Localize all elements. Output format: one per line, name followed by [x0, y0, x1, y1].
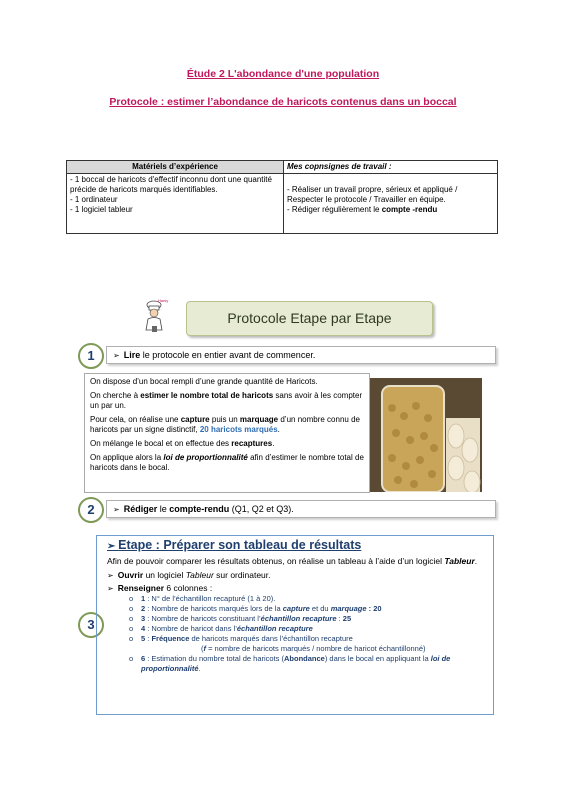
- instruction-item: - Rédiger régulièrement le compte -rendu: [287, 205, 438, 214]
- protocol-banner: Protocole Etape par Etape: [186, 301, 433, 336]
- step-1-number: 1: [78, 343, 104, 369]
- material-item: - 1 logiciel tableur: [70, 205, 133, 214]
- page-subtitle: Protocole : estimer l’abondance de haricots contenus dans un boccal: [109, 96, 457, 108]
- list-item: o 1 : N° de l’échantillon recapturé (1 à 20).: [129, 594, 276, 603]
- instruction-item: - Réaliser un travail propre, sérieux et appliqué / Respecter le protocole / Travailler en équipe.: [287, 185, 458, 204]
- step-3-number: 3: [78, 612, 104, 638]
- materials-header: Matériels d’expérience: [67, 161, 284, 174]
- arrow-icon: ➢: [113, 351, 120, 360]
- instructions-cell: [284, 174, 498, 234]
- column-list: [107, 594, 483, 674]
- chef-label: Haniy: [158, 298, 169, 303]
- arrow-icon: ➢: [113, 505, 120, 514]
- list-item: o 5 : Fréquence de haricots marqués dans l’échantillon recapture: [129, 634, 353, 643]
- step-3-intro: Afin de pouvoir comparer les résultats obtenus, on réalise un tableau à l’aide d’un logiciel Tableur.: [107, 556, 478, 566]
- chef-illustration: [140, 300, 170, 332]
- step-3-bullet-open: ➢ Ouvrir un logiciel Tableur sur ordinateur.: [107, 570, 271, 580]
- step-1-box: ➢ Lire le protocole en entier avant de commencer.: [106, 346, 496, 364]
- material-item: - 1 ordinateur: [70, 195, 118, 204]
- protocol-description: On dispose d’un bocal rempli d’une grande quantité de Haricots. On cherche à estimer le nombre total de haricots sans avoir à les compter un par un. Pour cela, on réalise une capture puis un marquage d’un nombre connu de haricots par un signe distinctif, 20 haricots marqués. On mélange le bocal et on effectue des recaptures. On applique alors la loi de proportionnalité afin d’estimer le nombre total de haricots dans le bocal.: [84, 373, 370, 493]
- step-3-box: [96, 535, 494, 715]
- instructions-header: Mes copnsignes de travail :: [284, 161, 498, 174]
- beans-jar-photo: [370, 378, 482, 492]
- page-title: Étude 2 L'abondance d'une population: [186, 68, 380, 80]
- materials-cell: [67, 174, 284, 234]
- step-3-bullet-fill: ➢ Renseigner 6 colonnes :: [107, 583, 213, 593]
- step-2-box: ➢ Rédiger le compte-rendu (Q1, Q2 et Q3).: [106, 500, 496, 518]
- step-3-heading: ➢ Etape : Préparer son tableau de résultats: [107, 538, 362, 552]
- list-item: o 3 : Nombre de haricots constituant l’échantillon recapture : 25: [129, 614, 352, 623]
- list-item: o 2 : Nombre de haricots marqués lors de la capture et du marquage : 20: [129, 604, 382, 613]
- formula-line: (f = nombre de haricots marqués / nombre de haricot échantillonné): [201, 644, 426, 653]
- list-item: o 4 : Nombre de haricot dans l’échantillon recapture: [129, 624, 313, 633]
- list-item: o 6 : Estimation du nombre total de haricots (Abondance) dans le bocal en appliquant la loi de proportionnalité.: [129, 654, 451, 673]
- step-2-number: 2: [78, 497, 104, 523]
- material-item: - 1 boccal de haricots d'effectif inconnu dont une quantité précide de haricots marqués identifiables.: [70, 175, 272, 194]
- materials-table: [66, 160, 498, 234]
